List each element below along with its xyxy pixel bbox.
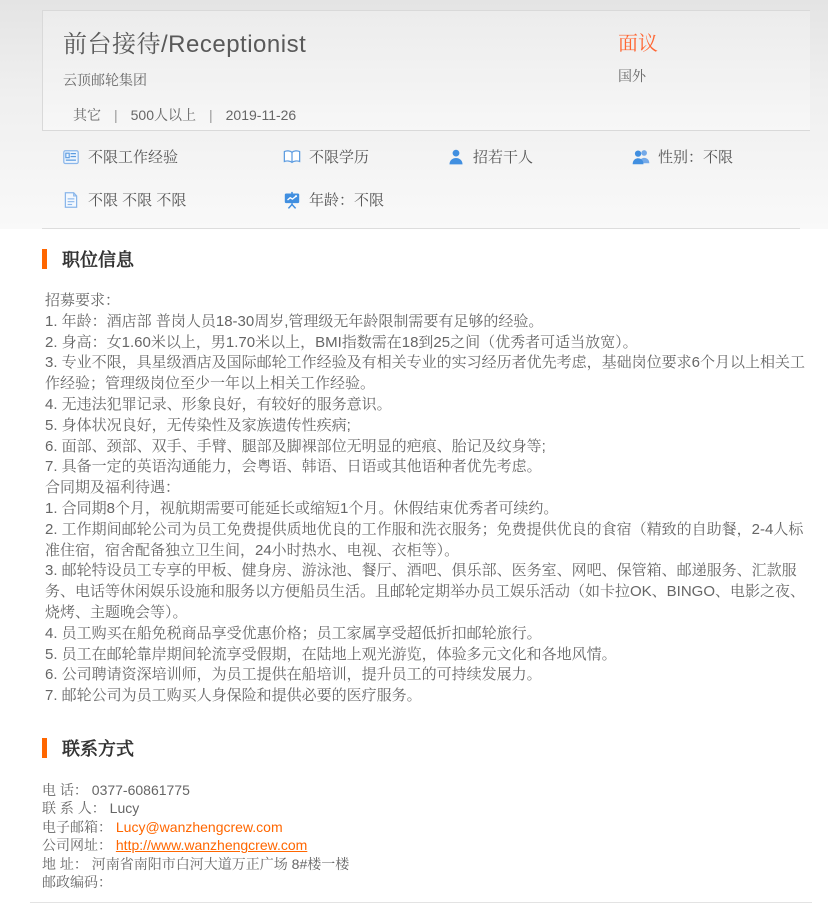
address-value: 河南省南阳市白河大道万正广场 8#楼一楼 <box>91 855 350 872</box>
headcount-icon <box>447 148 465 166</box>
job-description <box>45 291 810 707</box>
contact-header <box>42 735 828 761</box>
job-desc-line: 6. 公司聘请资深培训师，为员工提供在船培训，提升员工的可持续发展力。 <box>45 666 542 684</box>
job-desc-line: 7. 具备一定的英语沟通能力，会粤语、韩语、日语或其他语种者优先考虑。 <box>45 458 542 476</box>
job-desc-line: 7. 邮轮公司为员工购买人身保险和提供必要的医疗服务。 <box>45 687 422 705</box>
job-desc-line: 合同期及福利待遇： <box>45 479 181 497</box>
attr-age <box>283 189 447 210</box>
job-info-header <box>42 246 828 272</box>
tag-company-size: 500人以上 <box>130 107 196 123</box>
contact-row-person <box>42 799 810 817</box>
job-desc-line: 1. 年龄：酒店部 普岗人员18-30周岁,管理级无年龄限制需要有足够的经验。 <box>45 312 544 330</box>
attr-other <box>62 189 283 210</box>
job-header-card <box>42 10 810 131</box>
address-label: 地 址： <box>42 855 88 872</box>
job-desc-line: 3. 邮轮特设员工专享的甲板、健身房、游泳池、餐厅、酒吧、俱乐部、医务室、网吧、保管箱、邮递服务、汇款服务、电话等休闲娱乐设施和服务以方便船员生活。且邮轮定期举办员工娱乐活动（如卡拉OK、BINGO、电影之夜、烧烤、主题晚会等）。 <box>45 562 806 621</box>
website-label: 公司网址： <box>42 837 112 854</box>
attr-label-experience: 不限工作经验 <box>88 149 179 166</box>
job-desc-line: 6. 面部、颈部、双手、手臂、腿部及脚裸部位无明显的疤痕、胎记及纹身等; <box>45 437 546 455</box>
job-desc-line: 3. 专业不限，具星级酒店及国际邮轮工作经验及有相关专业的实习经历者优先考虑，基础岗位要求6个月以上相关工作经验；管理级岗位至少一年以上相关工作经验。 <box>45 354 806 393</box>
contact-person-label: 联 系 人： <box>42 800 106 817</box>
attr-label-headcount: 招若干人 <box>473 149 534 166</box>
contact-row-phone <box>42 781 810 799</box>
job-desc-line: 5. 员工在邮轮靠岸期间轮流享受假期，在陆地上观光游览，体验多元文化和各地风情。 <box>45 645 617 663</box>
job-info-section <box>0 246 828 707</box>
contact-section <box>0 735 828 891</box>
job-desc-line: 招募要求： <box>45 292 121 309</box>
postcode-label: 邮政编码： <box>42 873 112 890</box>
gender-icon <box>632 148 650 166</box>
section-accent-bar <box>42 738 47 758</box>
experience-icon <box>62 148 80 166</box>
attr-label-other: 不限 不限 不限 <box>88 192 187 209</box>
contact-row-email <box>42 818 810 836</box>
job-attributes-panel <box>42 131 800 229</box>
phone-label: 电 话： <box>42 781 88 798</box>
job-desc-line: 5. 身体状况良好，无传染性及家族遗传性疾病; <box>45 416 351 434</box>
attributes-row-1 <box>62 146 800 167</box>
attr-headcount <box>447 146 632 167</box>
salary-value: 面议 <box>618 33 658 55</box>
job-tags <box>73 105 810 125</box>
header-zone <box>0 0 828 229</box>
age-icon <box>283 191 301 209</box>
attr-label-education: 不限学历 <box>309 149 370 166</box>
company-name: 云顶邮轮集团 <box>63 72 147 88</box>
contact-details <box>42 781 810 891</box>
attr-label-gender: 性别：不限 <box>658 149 734 166</box>
job-title: 前台接待/Receptionist <box>63 31 307 58</box>
email-value: Lucy@wanzhengcrew.com <box>115 818 283 835</box>
job-info-title: 职位信息 <box>62 250 134 270</box>
section-accent-bar <box>42 249 47 269</box>
attributes-row-2 <box>62 189 800 210</box>
contact-row-address <box>42 855 810 873</box>
job-desc-line: 4. 员工购买在船免税商品享受优惠价格；员工家属享受超低折扣邮轮旅行。 <box>45 624 542 642</box>
contact-row-postcode <box>42 873 810 891</box>
job-desc-line: 2. 工作期间邮轮公司为员工免费提供质地优良的工作服和洗衣服务；免费提供优良的食宿（精致的自助餐，2-4人标准住宿，宿舍配备独立卫生间，24小时热水、电视、衣柜等）。 <box>45 520 804 559</box>
job-desc-line: 2. 身高：女1.60米以上，男1.70米以上，BMI指数需在18到25之间（优秀者可适当放宽）。 <box>45 333 638 351</box>
tag-separator: | <box>209 107 213 123</box>
attr-education <box>283 146 447 167</box>
document-icon <box>62 191 80 209</box>
tag-industry: 其它 <box>73 107 101 123</box>
website-link[interactable]: http://www.wanzhengcrew.com <box>115 837 308 854</box>
tag-post-date: 2019-11-26 <box>225 107 297 123</box>
contact-title: 联系方式 <box>62 738 134 759</box>
education-icon <box>283 148 301 166</box>
job-location: 国外 <box>618 68 646 84</box>
tag-separator: | <box>114 107 118 123</box>
attr-label-age: 年龄：不限 <box>309 192 385 209</box>
phone-value: 0377-60861775 <box>91 781 190 798</box>
job-desc-line: 4. 无违法犯罪记录、形象良好，有较好的服务意识。 <box>45 395 392 413</box>
job-desc-line: 1. 合同期8个月，视航期需要可能延长或缩短1个月。休假结束优秀者可续约。 <box>45 499 559 517</box>
contact-row-website <box>42 836 810 854</box>
contact-person-value: Lucy <box>109 800 140 817</box>
attr-experience <box>62 146 283 167</box>
email-label: 电子邮箱： <box>42 818 112 835</box>
attr-gender <box>632 146 800 167</box>
